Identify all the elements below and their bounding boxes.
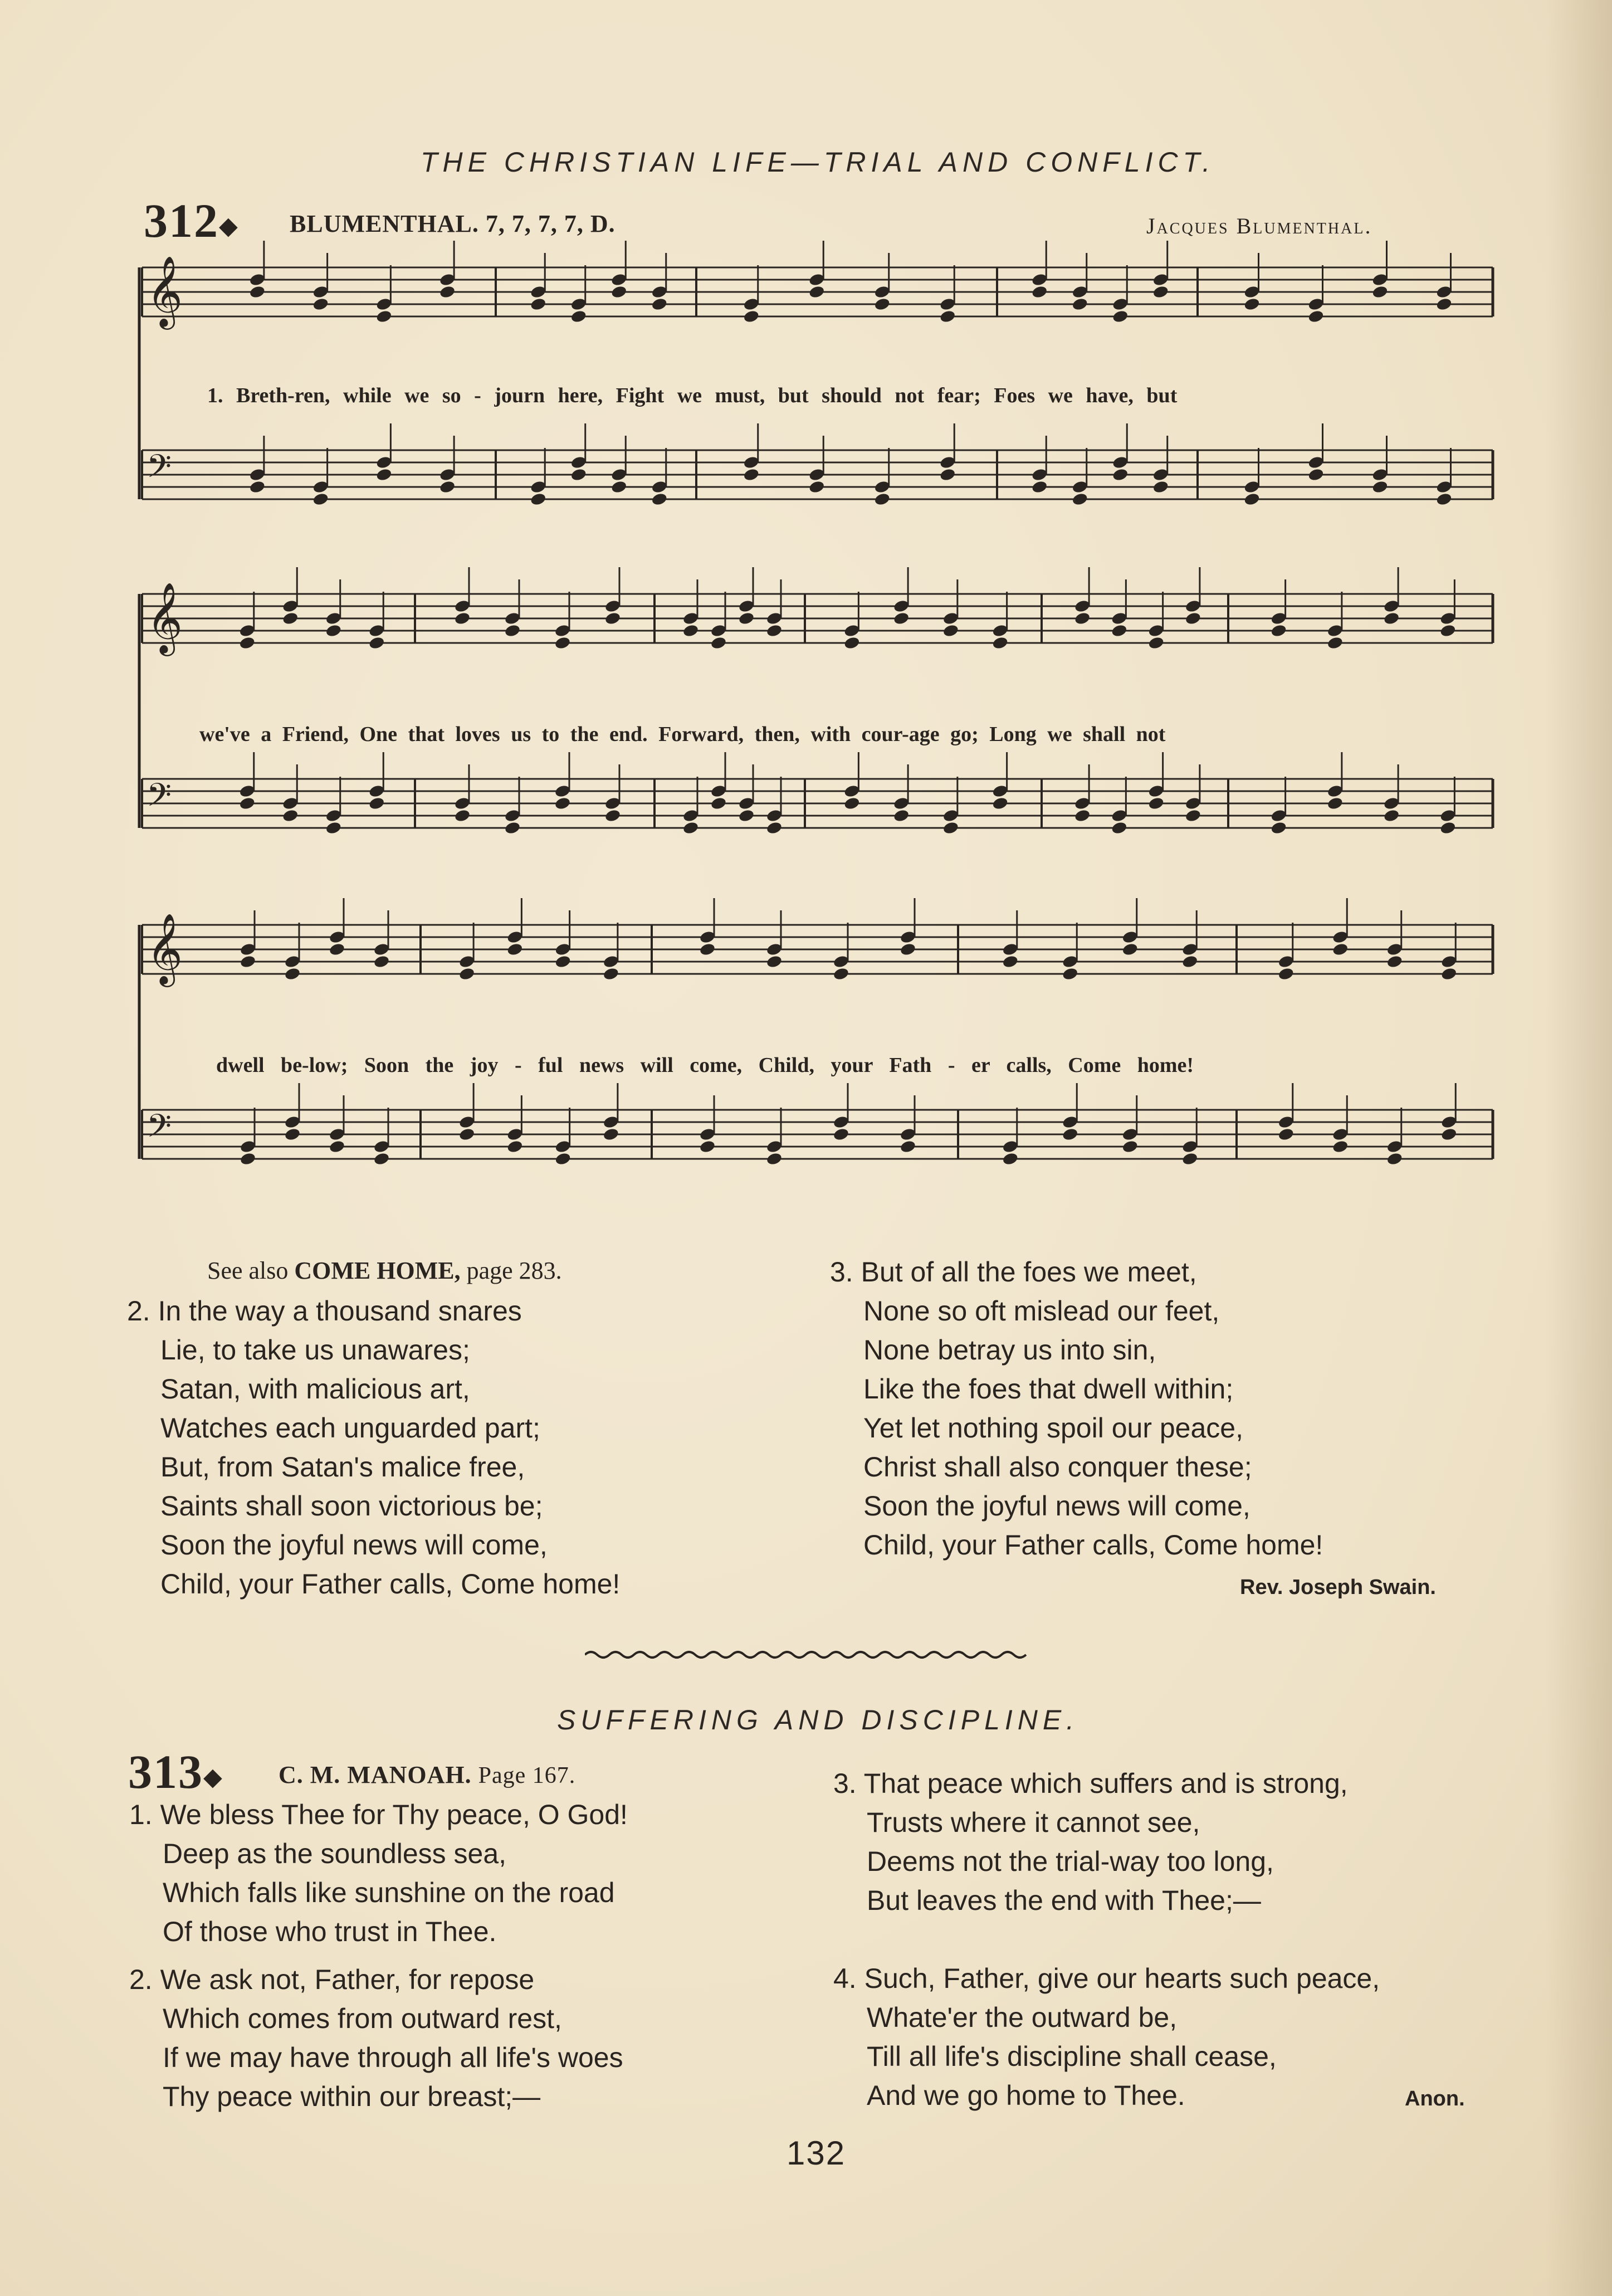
hymn313-verse-2 — [129, 1960, 623, 2116]
hymn313-author: Anon. — [1405, 2087, 1465, 2110]
bass-clef: 𝄢 — [146, 1107, 172, 1153]
note-head — [1111, 821, 1128, 835]
verse-line: Deems not the trial-way too long, — [867, 1846, 1274, 1877]
note-head — [1181, 1152, 1199, 1166]
note-head — [1147, 636, 1165, 650]
note-head — [570, 467, 587, 482]
verse-line: Till all life's discipline shall cease, — [867, 2041, 1277, 2072]
note-head — [1440, 1127, 1458, 1142]
note-head — [1062, 1127, 1079, 1142]
note-head — [1152, 480, 1169, 494]
note-head — [939, 467, 956, 482]
see-also-note: See also COME HOME, page 283. — [207, 1257, 562, 1284]
verse-line: Of those who trust in Thee. — [163, 1916, 497, 1947]
note-head — [743, 309, 760, 324]
note-head — [808, 480, 825, 494]
verse-line: 2. In the way a thousand snares — [127, 1295, 522, 1327]
note-head — [833, 1127, 850, 1142]
note-head — [1002, 954, 1019, 969]
note-head — [1147, 796, 1165, 811]
treble-clef: 𝄞 — [146, 582, 183, 653]
hymn313-verse-4 — [833, 1959, 1380, 2115]
note-head — [1435, 297, 1453, 311]
note-head — [325, 623, 342, 638]
note-head — [1243, 297, 1261, 311]
note-head — [873, 492, 891, 506]
verse-line: Child, your Father calls, Come home! — [160, 1568, 621, 1600]
verse-line: Saints shall soon victorious be; — [160, 1490, 543, 1522]
note-head — [530, 492, 547, 506]
verse-line: Soon the joyful news will come, — [160, 1529, 548, 1561]
note-head — [458, 967, 476, 981]
lyrics-line-3: dwell be-low; Soon the joy - ful news will come, Child, your Fath - er calls, Come home! — [216, 1054, 1194, 1077]
bass-clef: 𝄢 — [146, 776, 172, 822]
note-head — [368, 636, 385, 650]
verse-line: None so oft mislead our feet, — [863, 1295, 1220, 1327]
note-head — [843, 636, 861, 650]
note-head — [1307, 467, 1325, 482]
verse-line: Trusts where it cannot see, — [867, 1807, 1200, 1838]
note-head — [651, 297, 668, 311]
note-head — [833, 967, 850, 981]
wavy-divider — [585, 1646, 1036, 1663]
composer-312: Jacques Blumenthal. — [1146, 213, 1372, 238]
note-head — [1243, 492, 1261, 506]
note-head — [699, 942, 716, 957]
note-head — [1074, 611, 1091, 626]
verse-line: And we go home to Thee. — [867, 2080, 1185, 2111]
verse-line: None betray us into sin, — [863, 1334, 1156, 1366]
note-head — [1439, 821, 1457, 835]
note-head — [439, 285, 456, 299]
note-head — [238, 636, 256, 650]
note-head — [1371, 480, 1389, 494]
note-head — [368, 796, 385, 811]
note-head — [893, 611, 910, 626]
note-head — [506, 942, 524, 957]
note-head — [375, 309, 393, 324]
hymn312-verse-3 — [830, 1252, 1323, 1564]
note-head — [1307, 309, 1325, 324]
note-head — [766, 821, 783, 835]
note-head — [240, 1152, 257, 1166]
note-head — [1440, 967, 1458, 981]
verse-line: Deep as the soundless sea, — [163, 1838, 507, 1869]
note-head — [375, 467, 393, 482]
note-head — [766, 623, 783, 638]
note-head — [738, 611, 755, 626]
note-head — [554, 636, 571, 650]
note-head — [1270, 821, 1287, 835]
verse-line: Yet let nothing spoil our peace, — [863, 1412, 1243, 1444]
note-head — [1277, 1127, 1295, 1142]
verse-line: 3. But of all the foes we meet, — [830, 1256, 1197, 1288]
note-head — [900, 1139, 917, 1154]
note-head — [1181, 954, 1199, 969]
bass-clef: 𝄢 — [146, 447, 172, 493]
lyrics-line-1: 1. Breth-ren, while we so - journ here, Fight we must, but should not fear; Foes we have, but — [207, 384, 1178, 407]
verse-line: 3. That peace which suffers and is strong, — [833, 1768, 1348, 1799]
note-head — [1031, 480, 1048, 494]
note-head — [766, 954, 783, 969]
note-head — [530, 297, 547, 311]
treble-clef: 𝄞 — [146, 255, 183, 326]
note-head — [766, 1152, 783, 1166]
note-head — [808, 285, 825, 299]
note-head — [873, 297, 891, 311]
lyrics-line-2: we've a Friend, One that loves us to the end. Forward, then, with cour-age go; Long we shall not — [199, 723, 1166, 746]
note-head — [554, 1152, 571, 1166]
verse-line: Watches each unguarded part; — [160, 1412, 540, 1444]
note-head — [1277, 967, 1295, 981]
hymn-number-313: 313◆ — [128, 1745, 223, 1798]
note-head — [1386, 1152, 1403, 1166]
note-head — [604, 611, 622, 626]
note-head — [1111, 623, 1128, 638]
hymn-number-312: 312◆ — [144, 194, 239, 247]
note-head — [329, 942, 346, 957]
note-head — [1371, 285, 1389, 299]
note-head — [325, 821, 342, 835]
note-head — [1062, 967, 1079, 981]
verse-line: But, from Satan's malice free, — [160, 1451, 525, 1483]
note-head — [603, 967, 620, 981]
note-head — [743, 467, 760, 482]
note-head — [1071, 492, 1088, 506]
note-head — [604, 808, 622, 823]
hymn312-author: Rev. Joseph Swain. — [1240, 1576, 1436, 1599]
note-head — [942, 821, 960, 835]
note-head — [506, 1139, 524, 1154]
note-head — [458, 1127, 476, 1142]
verse-line: But leaves the end with Thee;— — [867, 1885, 1261, 1916]
note-head — [1435, 492, 1453, 506]
verse-line: Satan, with malicious art, — [160, 1373, 470, 1405]
note-head — [554, 796, 571, 811]
note-head — [1152, 285, 1169, 299]
section-title-suffering: SUFFERING AND DISCIPLINE. — [557, 1704, 1079, 1736]
note-head — [1002, 1152, 1019, 1166]
note-head — [1185, 611, 1202, 626]
note-head — [991, 796, 1009, 811]
note-head — [900, 942, 917, 957]
note-head — [710, 636, 727, 650]
note-head — [603, 1127, 620, 1142]
note-head — [282, 611, 299, 626]
note-head — [682, 623, 700, 638]
note-head — [682, 821, 700, 835]
tune-name-312: BLUMENTHAL. 7, 7, 7, 7, D. — [290, 210, 616, 237]
verse-line: Christ shall also conquer these; — [863, 1451, 1252, 1483]
note-head — [1383, 611, 1400, 626]
note-head — [454, 808, 471, 823]
note-head — [1386, 954, 1403, 969]
treble-clef: 𝄞 — [146, 913, 183, 984]
note-head — [454, 611, 471, 626]
note-head — [373, 954, 390, 969]
note-head — [1112, 467, 1129, 482]
note-head — [439, 480, 456, 494]
verse-line: Whate'er the outward be, — [867, 2002, 1178, 2033]
note-head — [1332, 942, 1349, 957]
verse-line: Child, your Father calls, Come home! — [863, 1529, 1323, 1561]
note-head — [284, 967, 301, 981]
note-head — [282, 808, 299, 823]
note-head — [504, 623, 521, 638]
note-head — [738, 808, 755, 823]
note-head — [610, 285, 628, 299]
note-head — [249, 480, 266, 494]
hymn313-verse-3 — [833, 1764, 1348, 1920]
note-head — [942, 623, 960, 638]
note-head — [991, 636, 1009, 650]
note-head — [1327, 796, 1344, 811]
hymn312-verse-2 — [127, 1291, 620, 1603]
verse-line: Lie, to take us unawares; — [160, 1334, 470, 1366]
note-head — [1185, 808, 1202, 823]
note-head — [1332, 1139, 1349, 1154]
verse-line: If we may have through all life's woes — [163, 2042, 623, 2073]
note-head — [373, 1152, 390, 1166]
note-head — [1112, 309, 1129, 324]
note-head — [1121, 1139, 1139, 1154]
section-title: THE CHRISTIAN LIFE—TRIAL AND CONFLICT. — [421, 147, 1215, 178]
verse-line: Which falls like sunshine on the road — [163, 1877, 615, 1908]
verse-line: Like the foes that dwell within; — [863, 1373, 1234, 1405]
note-head — [699, 1139, 716, 1154]
note-head — [1439, 623, 1457, 638]
verse-line: 2. We ask not, Father, for repose — [129, 1964, 535, 1995]
verse-line: 4. Such, Father, give our hearts such peace, — [833, 1963, 1380, 1994]
verse-line: 1. We bless Thee for Thy peace, O God! — [129, 1799, 628, 1830]
page-number: 132 — [787, 2134, 846, 2172]
note-head — [312, 297, 329, 311]
note-head — [1383, 808, 1400, 823]
note-head — [284, 1127, 301, 1142]
note-head — [238, 796, 256, 811]
note-head — [651, 492, 668, 506]
note-head — [710, 796, 727, 811]
note-head — [843, 796, 861, 811]
note-head — [610, 480, 628, 494]
verse-line: Thy peace within our breast;— — [163, 2081, 541, 2112]
note-head — [893, 808, 910, 823]
tune-name-313: C. M. MANOAH. Page 167. — [279, 1761, 576, 1788]
note-head — [1270, 623, 1287, 638]
hymn313-verse-1 — [129, 1795, 628, 1951]
note-head — [329, 1139, 346, 1154]
note-head — [939, 309, 956, 324]
verse-line: Soon the joyful news will come, — [863, 1490, 1250, 1522]
note-head — [249, 285, 266, 299]
note-head — [312, 492, 329, 506]
note-head — [1071, 297, 1088, 311]
verse-line: Which comes from outward rest, — [163, 2003, 562, 2034]
note-head — [1121, 942, 1139, 957]
note-head — [504, 821, 521, 835]
note-head — [1327, 636, 1344, 650]
note-head — [240, 954, 257, 969]
note-head — [1031, 285, 1048, 299]
note-head — [570, 309, 587, 324]
note-head — [554, 954, 571, 969]
note-head — [1074, 808, 1091, 823]
